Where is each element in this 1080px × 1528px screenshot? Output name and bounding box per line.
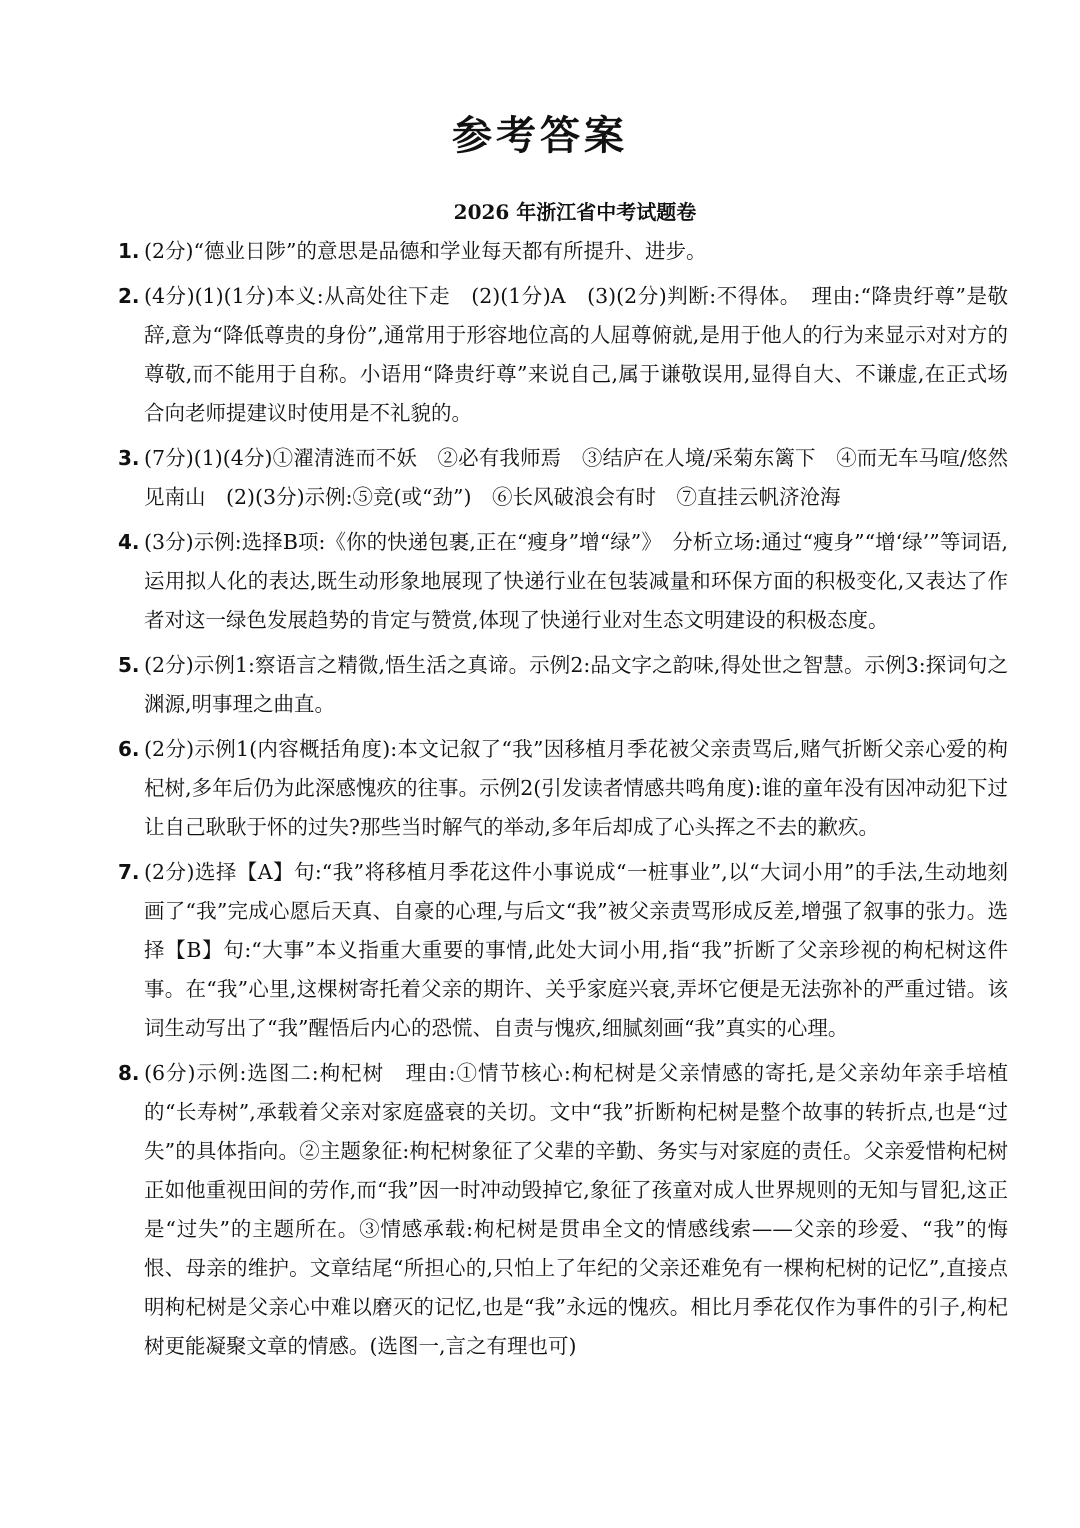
answer-text: (2分)示例1:察语言之精微,悟生活之真谛。示例2:品文字之韵味,得处世之智慧。示例3:探词句之渊源,明事理之曲直。 xyxy=(144,653,1008,716)
answer-number: 3. xyxy=(118,446,140,470)
answer-text: (4分)(1)(1分)本义:从高处往下走 (2)(1分)A (3)(2分)判断:不得体。 理由:“降贵纡尊”是敬辞,意为“降低尊贵的身份”,通常用于形容地位高的人屈尊俯就,是用于他人的行为来显示对对方的尊敬,而不能用于自称。小语用“降贵纡尊”来说自己,属于谦敬误用,显得自大、不谦虚,在正式场合向老师提建议时使用是不礼貌的。 xyxy=(144,284,1008,425)
answer-text: (2分)示例1(内容概括角度):本文记叙了“我”因移植月季花被父亲责骂后,赌气折断父亲心爱的枸杞树,多年后仍为此深感愧疚的往事。示例2(引发读者情感共鸣角度):谁的童年没有因冲动犯下过让自己耿耿于怀的过失?那些当时解气的举动,多年后却成了心头挥之不去的歉疚。 xyxy=(144,737,1008,839)
answer-text: (7分)(1)(4分)①濯清涟而不妖 ②必有我师焉 ③结庐在人境/采菊东篱下 ④而无车马喧/悠然见南山 (2)(3分)示例:⑤竞(或“劲”) ⑥长风破浪会有时 ⑦直挂云帆济沧海 xyxy=(144,446,1008,509)
answer-item-3 xyxy=(118,439,1008,517)
answer-item-8 xyxy=(118,1054,1008,1366)
answer-item-6 xyxy=(118,730,1008,847)
answer-number: 1. xyxy=(118,239,140,263)
answer-text: (2分)“德业日陟”的意思是品德和学业每天都有所提升、进步。 xyxy=(144,239,707,263)
answer-text: (2分)选择【A】句:“我”将移植月季花这件小事说成“一桩事业”,以“大词小用”的手法,生动地刻画了“我”完成心愿后天真、自豪的心理,与后文“我”被父亲责骂形成反差,增强了叙事的张力。选择【B】句:“大事”本义指重大重要的事情,此处大词小用,指“我”折断了父亲珍视的枸杞树这件事。在“我”心里,这棵树寄托着父亲的期许、关乎家庭兴衰,弄坏它便是无法弥补的严重过错。该词生动写出了“我”醒悟后内心的恐慌、自责与愧疚,细腻刻画“我”真实的心理。 xyxy=(144,860,1008,1040)
answer-number: 4. xyxy=(118,530,140,554)
answer-number: 5. xyxy=(118,653,140,677)
page-title: 参考答案 xyxy=(452,112,628,159)
answer-number: 2. xyxy=(118,284,140,308)
answer-text: (6分)示例:选图二:枸杞树 理由:①情节核心:枸杞树是父亲情感的寄托,是父亲幼年亲手培植的“长寿树”,承载着父亲对家庭盛衰的关切。文中“我”折断枸杞树是整个故事的转折点,也是“过失”的具体指向。②主题象征:枸杞树象征了父辈的辛勤、务实与对家庭的责任。父亲爱惜枸杞树正如他重视田间的劳作,而“我”因一时冲动毁掉它,象征了孩童对成人世界规则的无知与冒犯,这正是“过失”的主题所在。③情感承载:枸杞树是贯串全文的情感线索——父亲的珍爱、“我”的悔恨、母亲的维护。文章结尾“所担心的,只怕上了年纪的父亲还难免有一棵枸杞树的记忆”,直接点明枸杞树是父亲心中难以磨灭的记忆,也是“我”永远的愧疚。相比月季花仅作为事件的引子,枸杞树更能凝聚文章的情感。(选图一,言之有理也可) xyxy=(144,1061,1008,1358)
exam-subtitle: 2026 年浙江省中考试题卷 xyxy=(453,200,697,224)
answer-list xyxy=(118,232,1008,1366)
answer-text: (3分)示例:选择B项:《你的快递包裹,正在“瘦身”增“绿”》 分析立场:通过“瘦身”“增‘绿’”等词语,运用拟人化的表达,既生动形象地展现了快递行业在包装减量和环保方面的积极变化,又表达了作者对这一绿色发展趋势的肯定与赞赏,体现了快递行业对生态文明建设的积极态度。 xyxy=(144,530,1008,632)
answer-item-2 xyxy=(118,277,1008,433)
answer-number: 7. xyxy=(118,860,140,884)
answer-item-4 xyxy=(118,523,1008,640)
answer-number: 6. xyxy=(118,737,140,761)
answer-item-7 xyxy=(118,853,1008,1048)
answer-item-1 xyxy=(118,232,1008,271)
answer-number: 8. xyxy=(118,1061,140,1085)
answer-item-5 xyxy=(118,646,1008,724)
